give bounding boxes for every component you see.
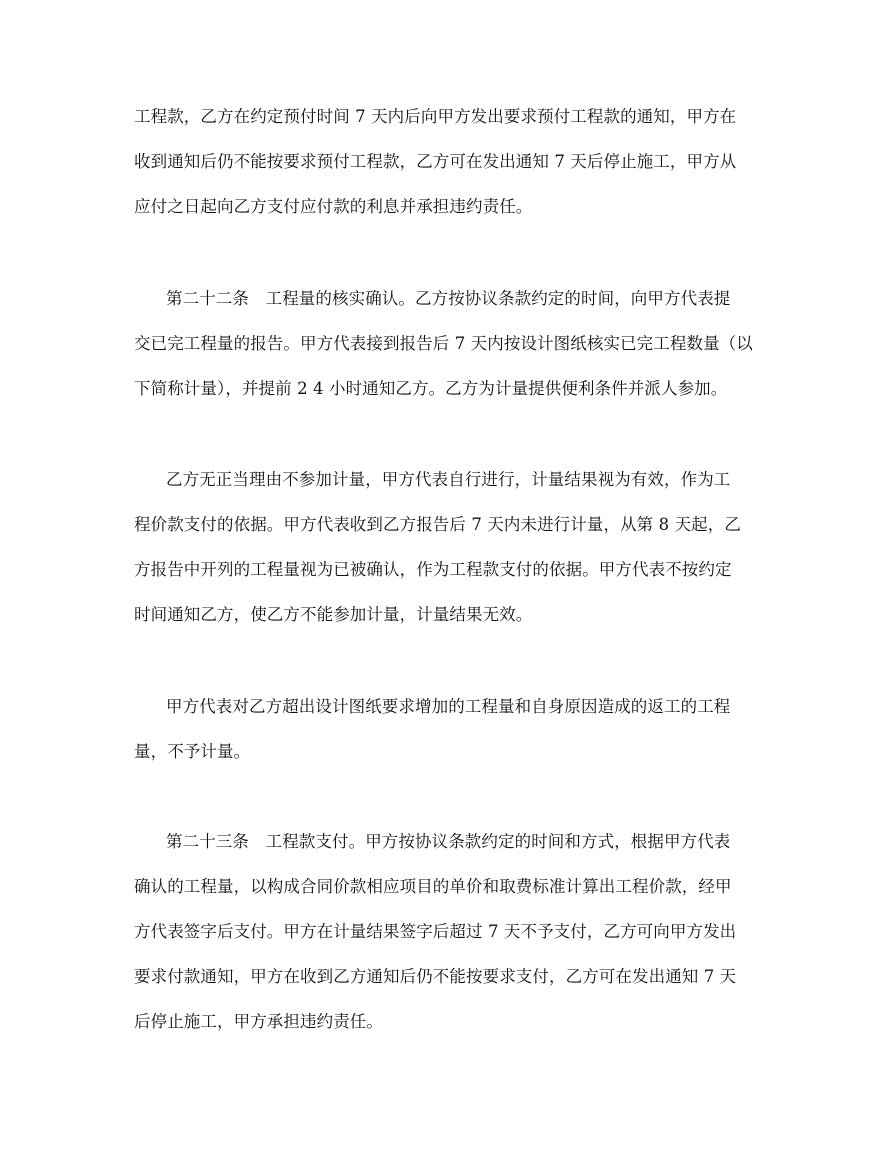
text-line: 要求付款通知，甲方在收到乙方通知后仍不能按要求支付，乙方可在发出通知 7 天	[134, 967, 737, 986]
text-line: 量，不予计量。	[134, 742, 251, 761]
text-line: 下简称计量），并提前 2 4 小时通知乙方。乙方为计量提供便利条件并派人参加。	[134, 379, 728, 398]
text-line: 收到通知后仍不能按要求预付工程款，乙方可在发出通知 7 天后停止施工，甲方从	[134, 152, 737, 171]
paragraph-article-23	[134, 819, 766, 1044]
paragraph-advance-payment-continued	[134, 94, 766, 229]
text-line: 交已完工程量的报告。甲方代表接到报告后 7 天内按设计图纸核实已完工程数量（以	[134, 334, 753, 353]
text-line: 时间通知乙方，使乙方不能参加计量，计量结果无效。	[134, 605, 533, 624]
text-line: 应付之日起向乙方支付应付款的利息并承担违约责任。	[134, 197, 533, 216]
text-line: 方报告中开列的工程量视为已被确认，作为工程款支付的依据。甲方代表不按约定	[134, 560, 732, 579]
paragraph-article-22	[134, 276, 766, 411]
text-line: 乙方无正当理由不参加计量，甲方代表自行进行，计量结果视为有效，作为工	[166, 470, 731, 489]
text-line: 确认的工程量，以构成合同价款相应项目的单价和取费标准计算出工程价款，经甲	[134, 877, 732, 896]
text-line: 方代表签字后支付。甲方在计量结果签字后超过 7 天不予支付，乙方可向甲方发出	[134, 922, 737, 941]
text-line: 工程款，乙方在约定预付时间 7 天内后向甲方发出要求预付工程款的通知，甲方在	[134, 107, 737, 126]
text-line: 后停止施工，甲方承担违约责任。	[134, 1012, 383, 1031]
text-line: 第二十二条 工程量的核实确认。乙方按协议条款约定的时间，向甲方代表提	[166, 289, 731, 308]
text-line: 第二十三条 工程款支付。甲方按协议条款约定的时间和方式，根据甲方代表	[166, 832, 731, 851]
paragraph-measurement-absence	[134, 457, 766, 637]
text-line: 甲方代表对乙方超出设计图纸要求增加的工程量和自身原因造成的返工的工程	[166, 697, 731, 716]
text-line: 程价款支付的依据。甲方代表收到乙方报告后 7 天内未进行计量，从第 8 天起，乙	[134, 515, 741, 534]
paragraph-rework-exclusion	[134, 684, 766, 774]
